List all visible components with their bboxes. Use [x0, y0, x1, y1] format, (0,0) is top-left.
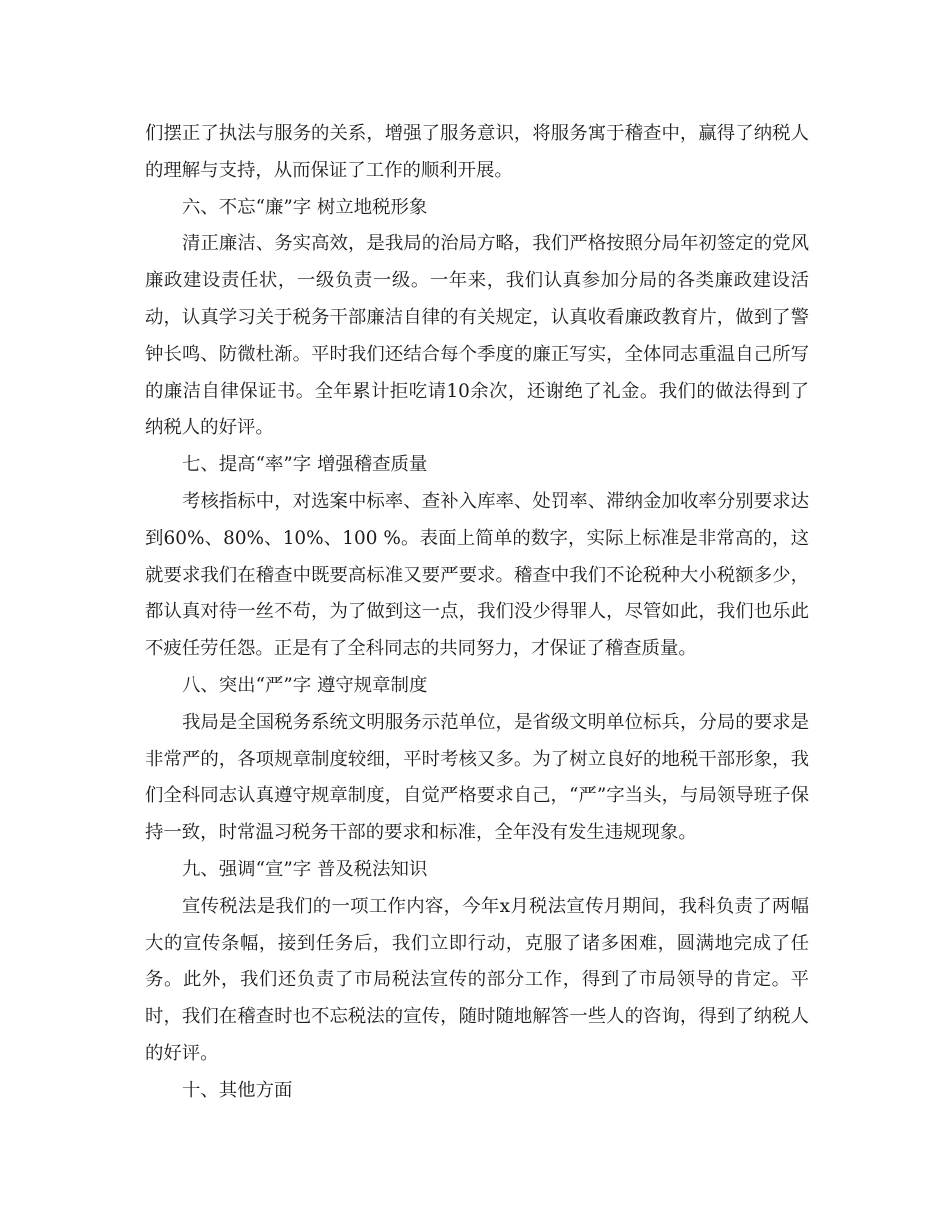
section-heading: 六、不忘“廉”字 树立地税形象: [182, 196, 428, 218]
section-heading: 七、提高“率”字 增强稽查质量: [182, 454, 428, 476]
body-paragraph: 清正廉洁、务实高效，是我局的治局方略，我们严格按照分局年初签定的党风廉政建设责任状，一级负责一级。一年来，我们认真参加分局的各类廉政建设活动，认真学习关于税务干部廉洁自律的有关规定，认真收看廉政教育片，做到了警钟长鸣、防微杜渐。平时我们还结合每个季度的廉正写实，全体同志重温自己所写的廉洁自律保证书。全年累计拒吃请10余次，还谢绝了礼金。我们的做法得到了纳税人的好评。: [145, 233, 809, 439]
body-paragraph: 考核指标中，对选案中标率、查补入库率、处罚率、滞纳金加收率分别要求达到60%、80%、10%、100 %。表面上简单的数字，实际上标准是非常高的，这就要求我们在稽查中既要高标准又要严要求。稽查中我们不论税种大小税额多少，都认真对待一丝不苟，为了做到这一点，我们没少得罪人，尽管如此，我们也乐此不疲任劳任怨。正是有了全科同志的共同努力，才保证了稽查质量。: [145, 490, 809, 660]
section-heading: 十、其他方面: [182, 1079, 293, 1101]
body-paragraph: 宣传税法是我们的一项工作内容，今年x月税法宣传月期间，我科负责了两幅大的宣传条幅，接到任务后，我们立即行动，克服了诸多困难，圆满地完成了任务。此外，我们还负责了市局税法宣传的部分工作，得到了市局领导的肯定。平时，我们在稽查时也不忘税法的宣传，随时随地解答一些人的咨询，得到了纳税人的好评。: [145, 895, 809, 1064]
section-heading: 八、突出“严”字 遵守规章制度: [182, 674, 428, 696]
section-heading: 九、强调“宣”字 普及税法知识: [182, 858, 428, 880]
document-body: [145, 116, 809, 1110]
body-paragraph: 们摆正了执法与服务的关系，增强了服务意识，将服务寓于稽查中，赢得了纳税人的理解与支持，从而保证了工作的顺利开展。: [145, 123, 809, 181]
body-paragraph: 我局是全国税务系统文明服务示范单位，是省级文明单位标兵，分局的要求是非常严的，各项规章制度较细，平时考核又多。为了树立良好的地税干部形象，我们全科同志认真遵守规章制度，自觉严格要求自己，“严”字当头，与局领导班子保持一致，时常温习税务干部的要求和标准，全年没有发生违规现象。: [145, 711, 809, 844]
